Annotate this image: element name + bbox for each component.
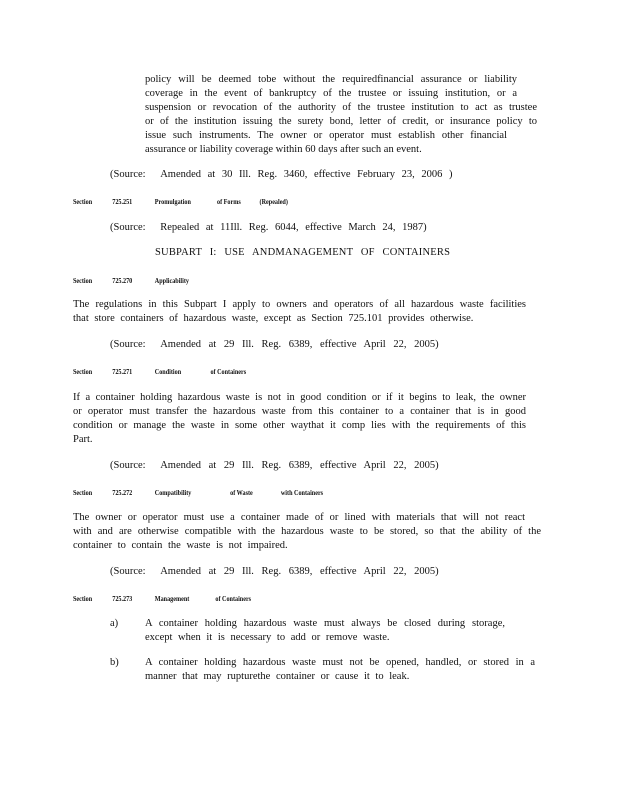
- text-line: coverage in the event of bankruptcy of the trustee or issuing institution, or a: [145, 88, 517, 99]
- text-line: manner that may rupturethe container or cause it to leak.: [145, 671, 410, 682]
- section-title: Promulgation: [154, 197, 191, 206]
- source-note: [110, 221, 439, 235]
- source-note: [110, 459, 451, 473]
- source-label: (Source:: [110, 222, 146, 233]
- text-line: issue such instruments. The owner or operator must establish other financial: [145, 130, 507, 141]
- source-label: (Source:: [110, 339, 146, 350]
- text-line: assurance or liability coverage within 60 days after such an event.: [145, 144, 422, 155]
- source-text: Amended at 30 Ill. Reg. 3460, effective February 23, 2006 ): [160, 169, 453, 180]
- source-note: [110, 565, 451, 579]
- text-line: that store containers of hazardous waste, except as Section 725.101 provides otherwise.: [73, 313, 474, 324]
- source-note: [110, 168, 465, 182]
- section-word: Section: [73, 594, 93, 603]
- text-line: except when it is necessary to add or remove waste.: [145, 632, 390, 643]
- text-line: container to contain the waste is not impaired.: [73, 540, 288, 551]
- section-number: 725.271: [112, 367, 133, 376]
- list-item: [145, 656, 535, 684]
- intro-paragraph: [145, 73, 537, 157]
- source-label: (Source:: [110, 566, 146, 577]
- section-heading: [73, 367, 246, 377]
- source-text: Amended at 29 Ill. Reg. 6389, effective April 22, 2005): [160, 460, 439, 471]
- section-title-part: of Forms: [217, 197, 241, 206]
- section-number: 725.272: [112, 488, 133, 497]
- text-line: A container holding hazardous waste must not be opened, handled, or stored in a: [145, 657, 535, 668]
- section-heading: [73, 276, 189, 286]
- section-number: 725.270: [112, 276, 133, 285]
- source-text: Amended at 29 Ill. Reg. 6389, effective April 22, 2005): [160, 566, 439, 577]
- section-word: Section: [73, 488, 93, 497]
- source-text: Repealed at 11Ill. Reg. 6044, effective March 24, 1987): [160, 222, 427, 233]
- section-title: Management: [154, 594, 190, 603]
- list-item-label: a): [110, 618, 119, 629]
- source-label: (Source:: [110, 169, 146, 180]
- section-title-part: of Containers: [215, 594, 252, 603]
- text-line: condition or manage the waste in some other waythat it comp lies with the requirements of this: [73, 420, 526, 431]
- section-number: 725.273: [112, 594, 133, 603]
- section-heading: [73, 488, 323, 498]
- text-line: If a container holding hazardous waste is not in good condition or if it begins to leak, the owner: [73, 392, 526, 403]
- source-text: Amended at 29 Ill. Reg. 6389, effective April 22, 2005): [160, 339, 439, 350]
- section-title: Compatibility: [154, 488, 192, 497]
- text-line: or of the institution issuing the surety bond, letter of credit, or insurance policy to: [145, 116, 537, 127]
- list-item: [145, 617, 505, 645]
- section-title: Applicability: [154, 276, 189, 285]
- section-title-part: of Containers: [210, 367, 247, 376]
- section-title-part: of Waste: [230, 488, 253, 497]
- list-item-label: b): [110, 657, 119, 668]
- section-word: Section: [73, 276, 93, 285]
- paragraph-compatibility: [73, 511, 541, 553]
- text-line: policy will be deemed tobe without the requiredfinancial assurance or liability: [145, 74, 517, 85]
- section-heading: [73, 594, 251, 604]
- subpart-heading: [155, 246, 450, 260]
- section-heading: [73, 197, 288, 207]
- source-note: [110, 338, 451, 352]
- paragraph-condition: [73, 391, 526, 447]
- paragraph-applicability: [73, 298, 526, 326]
- text-line: A container holding hazardous waste must always be closed during storage,: [145, 618, 505, 629]
- text-line: Part.: [73, 434, 93, 445]
- section-title: Condition: [154, 367, 182, 376]
- section-word: Section: [73, 367, 93, 376]
- subpart-text: SUBPART I: USE ANDMANAGEMENT OF CONTAINERS: [155, 247, 451, 258]
- text-line: suspension or revocation of the authority of the trustee institution to act as trustee: [145, 102, 537, 113]
- text-line: or operator must transfer the hazardous waste from this container to a container that is in good: [73, 406, 526, 417]
- text-line: The regulations in this Subpart I apply to owners and operators of all hazardous waste facilities: [73, 299, 526, 310]
- text-line: with and are otherwise compatible with the hazardous waste to be stored, so that the ability of the: [73, 526, 541, 537]
- source-label: (Source:: [110, 460, 146, 471]
- section-title-part: with Containers: [280, 488, 324, 497]
- text-line: The owner or operator must use a container made of or lined with materials that will not react: [73, 512, 525, 523]
- section-number: 725.251: [112, 197, 133, 206]
- section-word: Section: [73, 197, 93, 206]
- section-title-part: (Repealed): [259, 197, 288, 206]
